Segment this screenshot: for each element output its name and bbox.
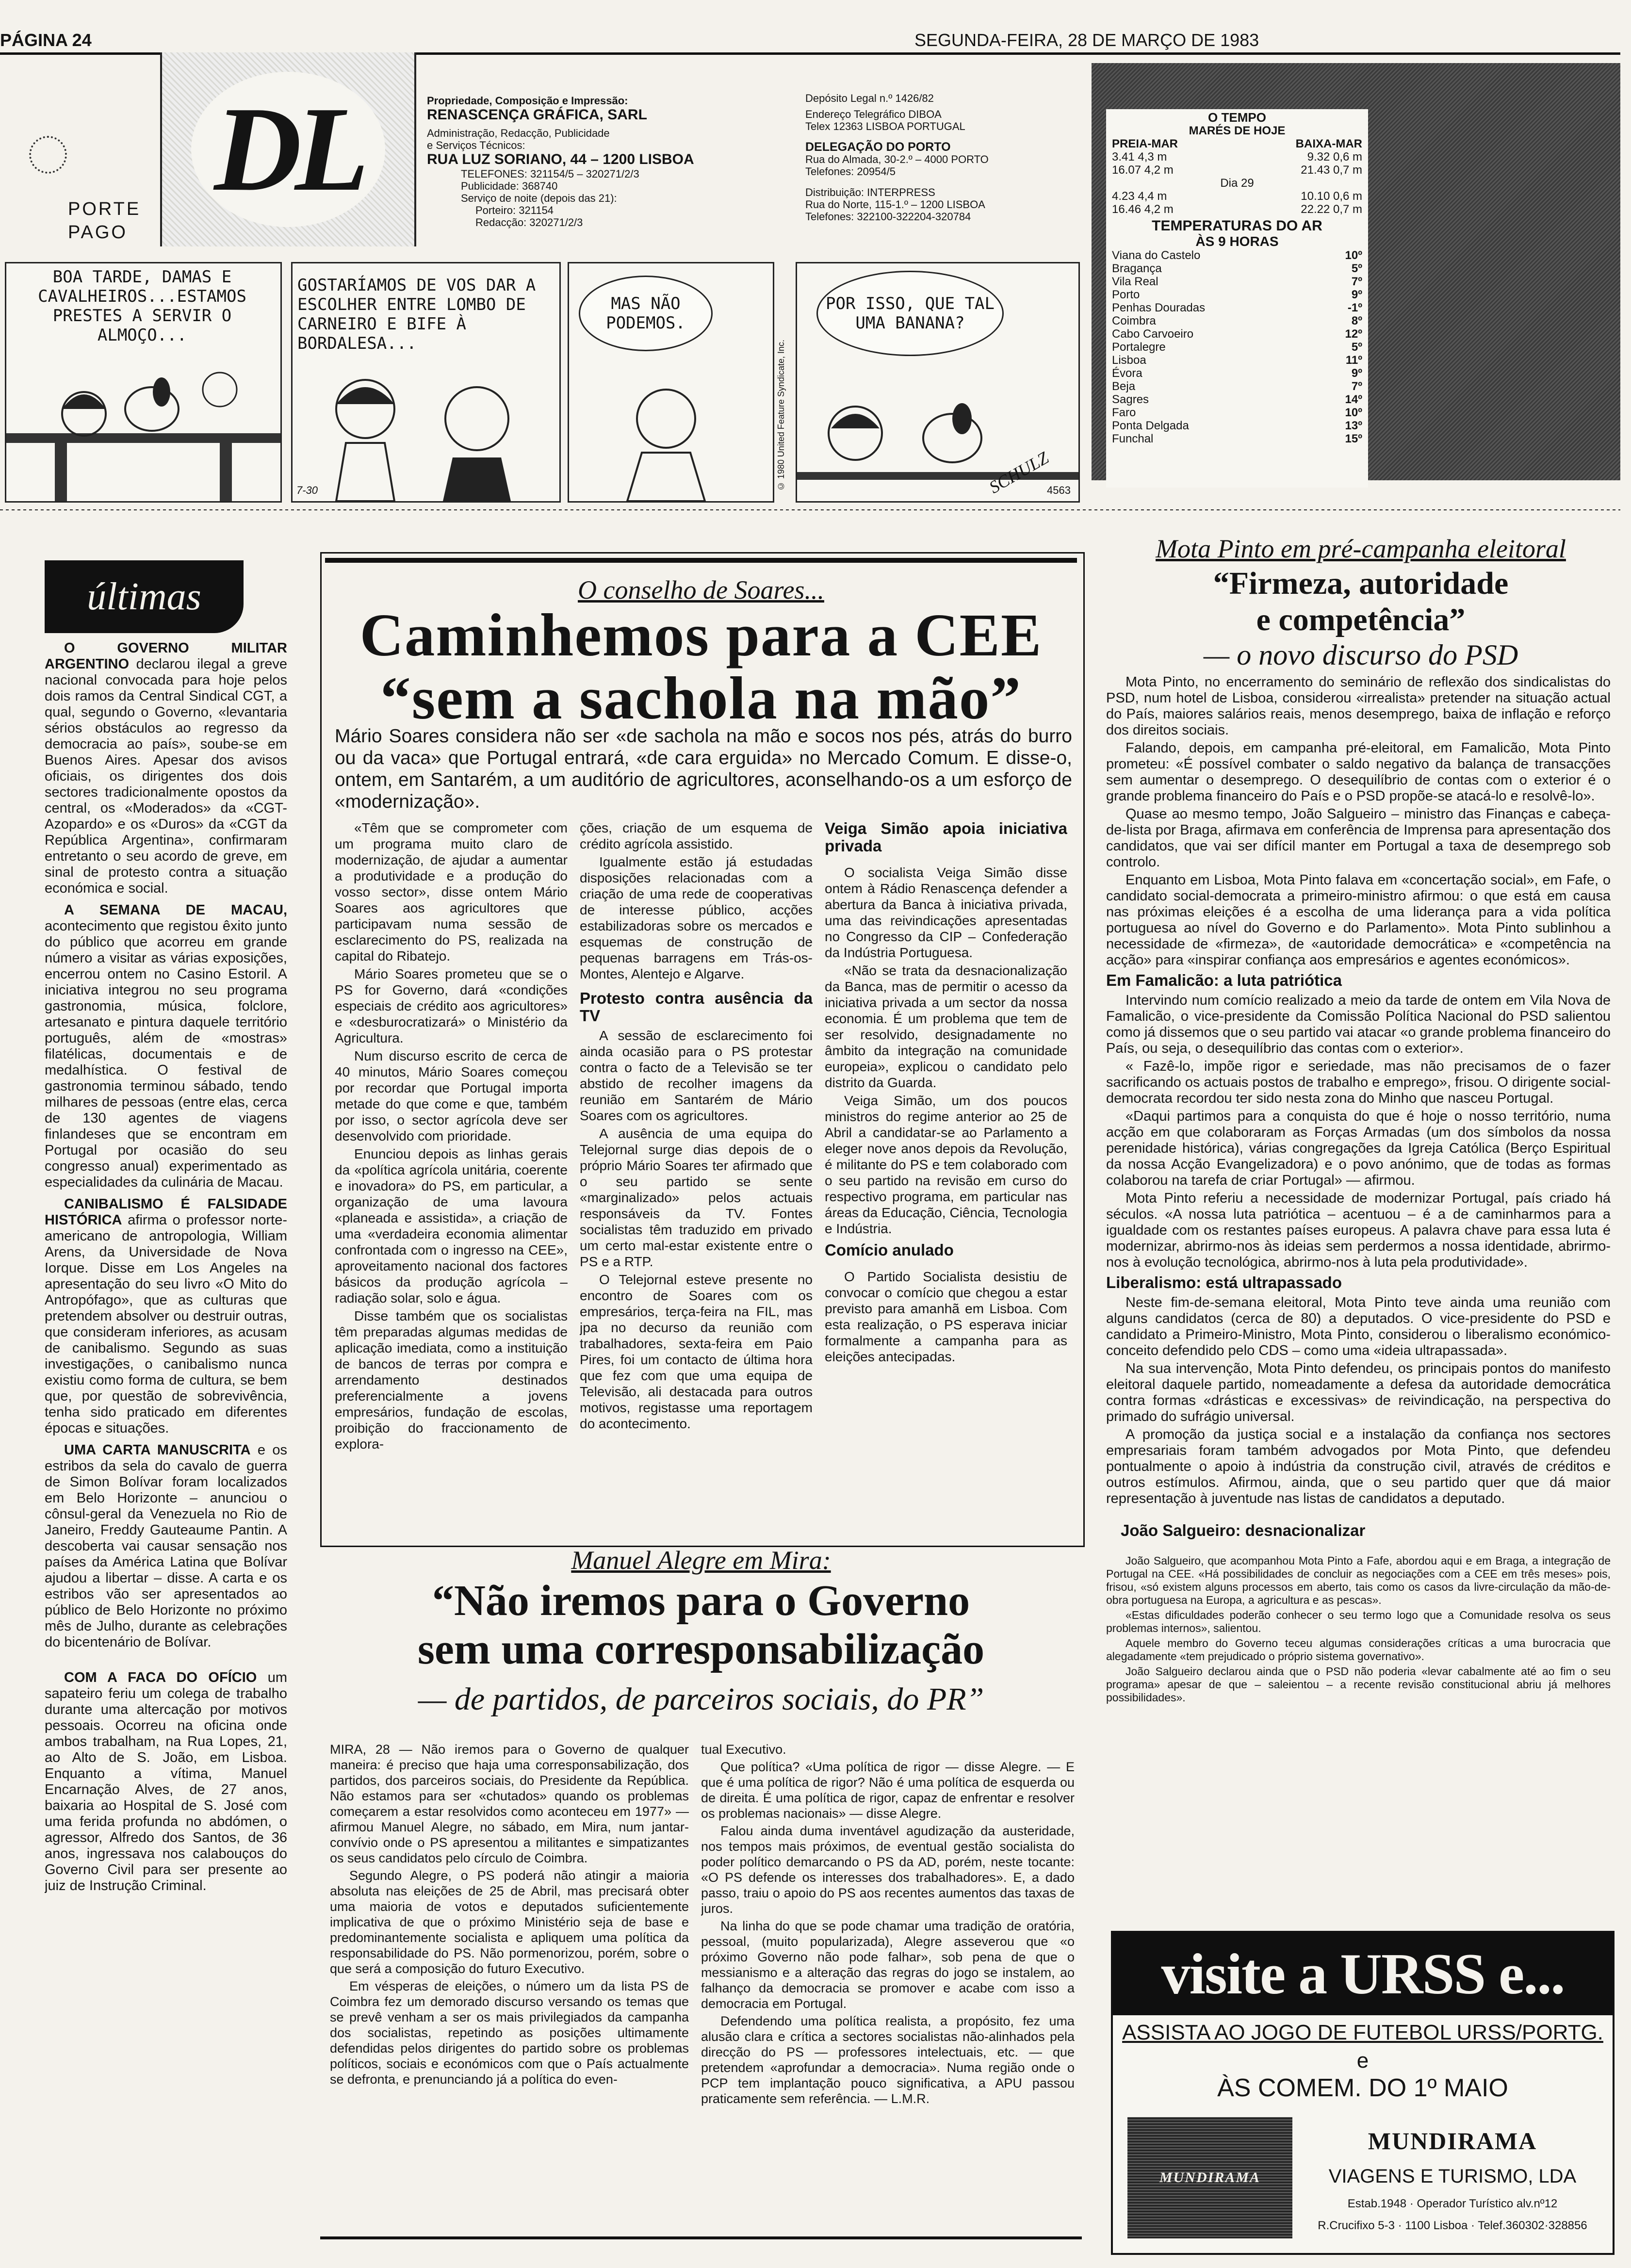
psd-p10: Na sua intervenção, Mota Pinto defendeu, os principais pontos do manifesto eleitoral daquele partido, nomeadamente a defesa da autoridade democrática contra formas «drásticas e excessivas» de reivindicação, na perspectiva do primado do sufrágio universal. — [1106, 1361, 1611, 1424]
psd-heading-2: Liberalismo: está ultrapassado — [1106, 1273, 1342, 1291]
mira-title-line1: “Não iremos para o Governo — [432, 1577, 970, 1625]
ultimas-item3-text: afirma o professor norte-americano de antropologia, William Arens, da Universidade de Nova Iorque. Disse em Los Angeles na apresentação do seu livro «O Mito do Antropófago», que as culturas que pretendem absolver ou destruir outras, que consideram inferiores, as acusam de canibalismo. Segundo as suas investigações, o canibalismo nunca existiu como forma de cultura, se bem que, por questão de sobrevivência, tenha sido praticado em diferentes épocas e situações. — [45, 1212, 287, 1436]
ultimas-item1-head: O GOVERNO MILITAR ARGENTINO — [45, 640, 287, 672]
cee-c3-heading1: Veiga Simão apoia iniciativa privada — [825, 820, 1067, 855]
tide-row4-low: 22.22 0,7 m — [1301, 203, 1362, 216]
tide-row3-low: 10.10 0,6 m — [1301, 190, 1362, 203]
cee-c3p4: O Partido Socialista desistiu de convocar o comício que chegou a estar previsto para amanhã em Lisboa. Com esta realização, o PS esperava iniciar formalmente a campanha para as eleições antecipadas. — [825, 1269, 1067, 1364]
psd-p15: João Salgueiro declarou ainda que o PSD não poderia «levar cabalmente até ao fim o seu programa» apesar de que – saleientou – a recente revisão constitucional abriu já melhores possibilidades». — [1106, 1665, 1611, 1704]
psd-p14: Aquele membro do Governo teceu algumas considerações críticas a uma burocracia que alegadamente «tem prejudicado o próprio sistema governativo». — [1106, 1637, 1611, 1663]
ad-title: visite a URSS e... — [1113, 1933, 1613, 2015]
psd-body — [1106, 674, 1611, 1727]
psd-kicker: Mota Pinto em pré-campanha eleitoral — [1156, 534, 1566, 563]
psd-p2: Falando, depois, em campanha pré-eleitoral, em Famalicão, Mota Pinto prometeu: «É possível combater o saldo negativo da balança de transacções sem aumentar o desemprego. O desequilíbrio de contas com o exterior é o grande problema financeiro do País e o PSD propõe-se atacá-lo e resolvê-lo». — [1106, 740, 1611, 804]
weather-title: O TEMPO — [1208, 110, 1266, 125]
cee-c1p2: Mário Soares prometeu que se o PS for Governo, dará «condições especiais de crédito aos agricultores» e «desburocratizará» o Ministério da Agricultura. — [335, 966, 568, 1045]
mira-column-1 — [330, 1742, 689, 2232]
cee-c2p2: Igualmente estão já estudadas disposições relacionadas com a criação de uma rede de cooperativas de interesse público, acções estabilizadoras sobre os mercados e esquemas de construção de pequenas barragens em Trás-os-Montes, Alentejo e Algarve. — [580, 854, 813, 981]
cee-c2p1: ções, criação de um esquema de crédito agrícola assistido. — [580, 820, 813, 851]
mira-kicker: Manuel Alegre em Mira: — [571, 1546, 831, 1575]
urss-ad — [1111, 1931, 1615, 2255]
city-row — [1112, 432, 1362, 445]
city-name: Vila Real — [1112, 275, 1158, 288]
city-row — [1112, 406, 1362, 419]
city-name: Portalegre — [1112, 341, 1166, 354]
comic-signature: SCHULZ — [985, 448, 1052, 497]
masthead-left — [427, 95, 747, 228]
city-name: Évora — [1112, 367, 1142, 380]
city-name: Lisboa — [1112, 354, 1146, 367]
city-name: Coimbra — [1112, 314, 1156, 327]
mundirama-logo-icon — [1127, 2117, 1292, 2238]
tide-row2-high: 16.07 4,2 m — [1112, 163, 1174, 177]
tide-row1-low: 9.32 0,6 m — [1307, 150, 1362, 163]
comic-text-2: GOSTARÍAMOS DE VOS DAR A ESCOLHER ENTRE LOMBO DE CARNEIRO E BIFE À BORDALESA... — [297, 276, 536, 353]
cee-c3p1: O socialista Veiga Simão disse ontem à Rádio Renascença defender a abertura da Banca à iniciativa privada, uma das reivindicações apresentadas no Congresso da CIP – Confederação da Indústria Portuguesa. — [825, 865, 1067, 960]
cee-c2p4: A ausência de uma equipa do Telejornal surge dias depois de o próprio Mário Soares ter afirmado que o seu partido se sente «marginalizado» pelos actuais responsáveis da TV. Fontes socialistas têm traduzido em privado um certo mal-estar existente entre o PS e a RTP. — [580, 1126, 813, 1269]
cee-c3p2: «Não se trata da desnacionalização da Banca, mas de permitir o acesso da iniciativa privada a um sector da nossa economia. É um problema que tem de ser resolvido, designadamente no âmbito da integração na comunidade europeia», explicou o candidato pelo distrito da Guarda. — [825, 963, 1067, 1090]
redaccao-text: Redacção: 320271/2/3 — [475, 216, 583, 228]
pub-text: Publicidade: 368740 — [461, 180, 558, 192]
weather-photo-area — [1378, 78, 1606, 475]
mira-column-2 — [701, 1742, 1075, 2232]
city-name: Porto — [1112, 288, 1140, 301]
services-text: e Serviços Técnicos: — [427, 139, 525, 151]
porto-phones: Telefones: 20954/5 — [805, 165, 896, 178]
mira-c2p3: Na linha do que se pode chamar uma tradição de oratória, pessoal, (muito popularizada), Alegre asseverou que «o próximo Governo não pode falhar», sob pena de que o messianismo e a alteração das regras do jogo se instalem, ao falhanço da democracia se promover e acabe com isso a democracia em Portugal. — [701, 1919, 1075, 2011]
admin-text: Administração, Redacção, Publicidade — [427, 127, 610, 139]
ultimas-item2-text: acontecimento que registou êxito junto do público que acorreu em grande número a visitar as várias exposições, encerrou ontem no Casino Estoril. A iniciativa integrou no seu programa gastronomia, música, folclore, artesanato e pintura daquele território português, além de «mostras» filatélicas, documentais e de medalhística. O festival de gastronomia terminou sábado, tendo milhares de pessoas (entre elas, cerca de 130 agentes de viagens finlandeses que se encontram em Portugal por ocasião do seu congresso anual) experimentado as especialidades da culinária de Macau. — [45, 918, 287, 1190]
ad-address: R.Crucifixo 5-3 · 1100 Lisboa · Telef.360302·328856 — [1318, 2219, 1587, 2232]
city-temp: 15º — [1345, 432, 1362, 445]
city-row — [1112, 393, 1362, 406]
address-text: RUA LUZ SORIANO, 44 – 1200 LISBOA — [427, 151, 694, 167]
ultimas-item5-head: COM A FACA DO OFÍCIO — [64, 1670, 257, 1685]
prop-name: RENASCENÇA GRÁFICA, SARL — [427, 107, 647, 123]
tide-row4-high: 16.46 4,2 m — [1112, 203, 1174, 216]
comic-bubble-4: POR ISSO, QUE TAL UMA BANANA? — [816, 271, 1004, 356]
mira-c2p0: tual Executivo. — [701, 1742, 786, 1757]
city-row — [1112, 314, 1362, 327]
city-temp: -1º — [1347, 301, 1362, 314]
city-temp: 5º — [1351, 341, 1362, 354]
city-row — [1112, 262, 1362, 275]
city-temp: 14º — [1345, 393, 1362, 406]
cee-c3-heading2: Comício anulado — [825, 1241, 954, 1259]
cee-top-rule — [325, 558, 1077, 563]
psd-p8: Mota Pinto referiu a necessidade de modernizar Portugal, país criado há séculos. «A nossa luta patriótica – acentuou – é a de caminharmos para a igualdade com os restantes países europeus. A palavra chave para essa luta é modernizar, abrirmo-nos às ideias sem perdermos a nossa identidade, abrirmo-nos à evolução tecnológica, abrirmo-nos à luta pela produtividade». — [1106, 1191, 1611, 1270]
comic-code-2: 4563 — [1047, 484, 1071, 496]
comic-characters-2 — [293, 375, 559, 501]
city-name: Penhas Douradas — [1112, 301, 1206, 314]
city-row — [1112, 249, 1362, 262]
temps-title: TEMPERATURAS DO AR — [1152, 218, 1322, 234]
page-date: SEGUNDA-FEIRA, 28 DE MARÇO DE 1983 — [914, 30, 1259, 50]
psd-p13: «Estas dificuldades poderão conhecer o seu termo logo que a Comunidade resolva os seus problemas internos», salientou. — [1106, 1609, 1611, 1634]
logo-frame — [160, 52, 416, 246]
comic-characters-1 — [6, 360, 280, 501]
city-row — [1112, 354, 1362, 367]
psd-heading-1: Em Famalicão: a luta patriótica — [1106, 971, 1342, 989]
psd-small-text — [1106, 1554, 1611, 1704]
postage-seal-icon — [29, 136, 67, 174]
city-row — [1112, 419, 1362, 432]
city-name: Faro — [1112, 406, 1136, 419]
city-temp: 7º — [1351, 380, 1362, 393]
psd-title-line2: e competência” — [1256, 602, 1466, 637]
psd-p9: Neste fim-de-semana eleitoral, Mota Pinto teve ainda uma reunião com alguns candidatos (cerca de 80) a deputados. O vice-presidente do PSD e candidato a Primeiro-Ministro, Mota Pinto, considerou o liberalismo económico-conceito defendido pelo CDS – como uma «ideia ultrapassada». — [1106, 1295, 1611, 1358]
city-name: Ponta Delgada — [1112, 419, 1189, 432]
cee-c3p3: Veiga Simão, um dos poucos ministros do regime anterior ao 25 de Abril a candidatar-se ao Parlamento a eleger nove anos depois da Revolução, é militante do PS e tem colaborado com o seu partido na revisão em curso do respectivo programa, em particular nas áreas da Educação, Ciência, Tecnologia e Indústria. — [825, 1093, 1067, 1236]
comic-panel-4 — [796, 262, 1080, 503]
city-temp: 13º — [1345, 419, 1362, 432]
psd-p1: Mota Pinto, no encerramento do seminário de reflexão dos sindicalistas do PSD, num hotel de Lisboa, considerou «irrealista» pretender na situação actual do País, maiores salários reais, menos desemprego, baixa de inflação e reforço dos direitos sociais. — [1106, 674, 1611, 738]
psd-p5: Intervindo num comício realizado a meio da tarde de ontem em Vila Nova de Famalicão, o vice-presidente da Comissão Política Nacional do PSD salientou como já dissemos que o seu partido vai atacar «o grande problema financeiro do País, ou seja, o desequilíbrio das contas com o exterior». — [1106, 993, 1611, 1056]
cee-kicker: O conselho de Soares... — [578, 575, 824, 604]
comic-text-1: BOA TARDE, DAMAS E CAVALHEIROS...ESTAMOS PRESTES A SERVIR O ALMOÇO... — [38, 267, 246, 345]
comic-characters-4 — [797, 375, 1078, 501]
comic-bubble-3: MAS NÃO PODEMOS. — [579, 276, 713, 351]
comic-copyright: © 1980 United Feature Syndicate, Inc. — [776, 340, 786, 491]
city-temp: 9º — [1351, 367, 1362, 380]
psd-p7: «Daqui partimos para a conquista do que é hoje o nosso território, numa acção em que colaboraram as Forças Armadas (um dos símbolos da nossa perenidade histórica), várias congregações da Igreja Católica (Berço Espiritual da nossa Acção Evangelizadora) e o povo anónimo, que de todas as formas colaborou na tarefa de criar Portugal» — afirmou. — [1106, 1109, 1611, 1188]
city-temp: 12º — [1345, 327, 1362, 341]
city-row — [1112, 301, 1362, 314]
city-temp: 10º — [1345, 249, 1362, 262]
cee-c1p4: Enunciou depois as linhas gerais da «política agrícola unitária, coerente e inovadora» do PS, em particular, a organização de uma lavoura «planeada e assistida», a criação de uma «verdadeira economia alimentar confrontada com o ingresso na CEE», aproveitamento nacional dos factores básicos da produção agrícola – radiação solar, solo e água. — [335, 1146, 568, 1305]
ad-established: Estab.1948 · Operador Turístico alv.nº12 — [1347, 2197, 1558, 2210]
mira-bottom-rule — [320, 2236, 1082, 2239]
tide-day: Dia 29 — [1220, 177, 1254, 190]
city-name: Bragança — [1112, 262, 1162, 275]
city-temp: 9º — [1351, 288, 1362, 301]
ultimas-banner — [45, 560, 244, 633]
dl-logo: DL — [214, 82, 362, 216]
city-temp: 10º — [1345, 406, 1362, 419]
ad-brand-sub: VIAGENS E TURISMO, LDA — [1328, 2166, 1577, 2187]
cee-title-line1: Caminhemos para a CEE — [359, 602, 1043, 669]
city-row — [1112, 275, 1362, 288]
city-row — [1112, 380, 1362, 393]
ad-line3: ÀS COMEM. DO 1º MAIO — [1217, 2074, 1508, 2102]
page-number: PÁGINA 24 — [0, 30, 92, 50]
pago-label: PAGO — [68, 222, 128, 243]
telex-text: Telex 12363 LISBOA PORTUGAL — [805, 120, 965, 132]
ultimas-item5-text: um sapateiro feriu um colega de trabalho durante uma altercação por motivos pessoais. Ocorreu na oficina onde ambos trabalham, na Rua Lopes, 21, ao Alto de S. João, em Lisboa. Enquanto a vítima, Manuel Encarnação Alves, de 27 anos, baixaria ao Hospital de S. José com uma ferida profunda no abdómen, o agressor, Alfredo dos Santos, de 36 anos, ingressava nos calabouços do Governo Civil para ser presente ao juiz de Instrução Criminal. — [45, 1670, 287, 1893]
ultimas-item3-head: CANIBALISMO É FALSIDADE HISTÓRICA — [45, 1196, 287, 1228]
ultimas-column — [45, 640, 287, 2241]
city-row — [1112, 288, 1362, 301]
ad-brand: MUNDIRAMA — [1368, 2127, 1537, 2154]
cee-c1p3: Num discurso escrito de cerca de 40 minutos, Mário Soares começou por recordar que Portugal importa metade do que come e que, também por isso, o sector agrícola deve ser desenvolvido com prioridade. — [335, 1048, 568, 1143]
city-row — [1112, 341, 1362, 354]
mira-subtitle: — de partidos, de parceiros sociais, do PR” — [418, 1681, 984, 1717]
cee-c1p1: «Têm que se comprometer com um programa muito claro de modernização, de ajudar a aumentar a produtividade e a produção do vosso sector», disse ontem Mário Soares aos agricultores que participavam numa sessão de esclarecimento do PS, realizada na capital do Ribatejo. — [335, 820, 568, 963]
endereco-text: Endereço Telegráfico DIBOA — [805, 108, 942, 120]
psd-heading-3: João Salgueiro: desnacionalizar — [1121, 1521, 1366, 1539]
section-dotted-rule — [0, 509, 1620, 510]
city-name: Beja — [1112, 380, 1136, 393]
city-name: Cabo Carvoeiro — [1112, 327, 1194, 341]
city-name: Funchal — [1112, 432, 1154, 445]
porteiro-text: Porteiro: 321154 — [475, 204, 554, 216]
city-temp: 5º — [1351, 262, 1362, 275]
porto-label: DELEGAÇÃO DO PORTO — [805, 140, 951, 154]
comic-panel-3 — [568, 262, 774, 503]
psd-p6: « Fazê-lo, impõe rigor e seriedade, mas não precisamos de o fazer sacrificando os actuais postos de trabalho e emprego», frisou. O dirigente social-democrata recordou ter sido nesta zona do Minho que nasceu Portugal. — [1106, 1059, 1611, 1106]
city-name: Sagres — [1112, 393, 1149, 406]
ad-line2: e — [1356, 2049, 1369, 2072]
comic-characters-3 — [569, 375, 773, 501]
city-temp: 7º — [1351, 275, 1362, 288]
prop-label: Propriedade, Composição e Impressão: — [427, 95, 628, 107]
psd-p12: João Salgueiro, que acompanhou Mota Pinto a Fafe, abordou aqui e em Braga, a integração de Portugal na CEE. «Há possibilidades de concluir as negociações com a CEE em três meses» pois, frisou, «só existem alguns processos em aberto, tais como os casos da livre-circulação da mão-de-obra portuguesa na Europa, a agricultura e as pescas». — [1106, 1554, 1611, 1606]
mundirama-logo-text: MUNDIRAMA — [1159, 2170, 1261, 2186]
dist-text: Distribuição: INTERPRESS — [805, 186, 935, 198]
mira-title-line2: sem uma corresponsabilização — [417, 1625, 985, 1673]
tides-title: MARÉS DE HOJE — [1189, 124, 1286, 137]
ultimas-item1-text: declarou ilegal a greve nacional convocada para hoje pelos dois ramos da Central Sindical CGT, a qual, segundo o Governo, «levantaria sérios obstáculos ao regresso da democracia ao país», soube-se em Buenos Aires. Apesar dos avisos oficiais, os dirigentes dos dois sectores tradicionalmente opostos da central, os «Moderados» da «CGT-Azopardo» e os «Duros» da «CGT da República Argentina», confirmaram entretanto o seu acordo de greve, em sinal de protesto contra a situação económica e social. — [45, 656, 287, 896]
city-row — [1112, 367, 1362, 380]
night-text: Serviço de noite (depois das 21): — [461, 192, 617, 204]
mira-c2p4: Defendendo uma política realista, a propósito, fez uma alusão clara e crítica a sectores socialistas não-alinhados pela direcção do PS — professores intelectuais, etc. — que pretendem «aprofundar a democracia». Numa região onde o PCP tem implantação pouco significativa, a APU passou praticamente sem referência. — L.M.R. — [701, 2014, 1075, 2106]
ultimas-label: últimas — [87, 575, 201, 618]
comic-panel-1 — [5, 262, 282, 503]
cee-c2p3: A sessão de esclarecimento foi ainda ocasião para o PS protestar contra o facto de a Televisão se ter abstido de recolher imagens da reunião em Santarém de Mário Soares com os agricultores. — [580, 1028, 813, 1123]
cee-column-2 — [580, 820, 813, 1543]
cee-title-line2: “sem a sachola na mão” — [380, 665, 1022, 732]
ultimas-item4-head: UMA CARTA MANUSCRITA — [64, 1442, 251, 1458]
psd-p3: Quase ao mesmo tempo, João Salgueiro – ministro das Finanças e cabeça-de-lista por Braga, afirmava em conferência de Imprensa para apresentação dos candidatos, que vai ser difícil manter em Portugal a taxa de desemprego sob controlo. — [1106, 806, 1611, 870]
city-row — [1112, 327, 1362, 341]
tide-hdr-high: PREIA-MAR — [1112, 137, 1178, 150]
mira-c1p1: MIRA, 28 — Não iremos para o Governo de qualquer maneira: é preciso que haja uma corresponsabilização, dos partidos, dos parceiros sociais, do Presidente da República. Não estamos para ser «chutados» quando os problemas começarem a estar resolvidos como aconteceu em 1977» — afirmou Manuel Alegre, no sábado, em Mira, num jantar-convívio onde o PS apresentou a militantes e simpatizantes os seus candidatos pelo círculo de Coimbra. — [330, 1742, 689, 1865]
temps-subtitle: ÀS 9 HORAS — [1195, 234, 1279, 249]
dist-phones: Telefones: 322100-322204-320784 — [805, 211, 971, 223]
cee-c2p5: O Telejornal esteve presente no encontro de Soares com os empresários, terça-feira na FIL, mas jpa no decurso da reunião com trabalhadores, sexta-feira em Paio Pires, foi um contacto de última hora que fez com que uma equipa de Televisão, ali destacada para outros motivos, registasse uma reportagem do acontecimento. — [580, 1272, 813, 1431]
tide-row1-high: 3.41 4,3 m — [1112, 150, 1167, 163]
mira-c1p2: Segundo Alegre, o PS poderá não atingir a maioria absoluta nas eleições de 25 de Abril, mas precisará obter uma maioria de votos e deputados suficientemente implicativa de que o próximo Ministério seja de base e predominantemente socialista e apliquem uma política da responsabilidade do PS. Não pormenorizou, porém, sobre o que será a composição do futuro Executivo. — [330, 1868, 689, 1976]
city-temp: 8º — [1351, 314, 1362, 327]
psd-title-line1: “Firmeza, autoridade — [1213, 566, 1509, 601]
phones-text: TELEFONES: 321154/5 – 320271/2/3 — [461, 168, 639, 180]
comic-code-1: 7-30 — [296, 484, 318, 496]
mira-c1p3: Em vésperas de eleições, o número um da lista PS de Coimbra fez um demorado discurso versando os temas que se prevê venham a ser os mais privilegiados da campanha dos socialistas, repetindo as posições ultimamente defendidas pelos dirigentes do partido sobre os problemas políticos, sociais e económicos com que o País actualmente se defronta, e prenunciando já a política do even- — [330, 1979, 689, 2087]
tide-row2-low: 21.43 0,7 m — [1301, 163, 1362, 177]
tide-hdr-low: BAIXA-MAR — [1295, 137, 1362, 150]
mira-c2p2: Falou ainda duma inventável agudização da austeridade, nos tempos mais próximos, de eventual gestão socialista do poder político demarcando o PS da AD, porém, neste tocante: «O PS defende os interesses dos trabalhadores». E, a dado passo, traiu o apoio do PS aos recentes aumentos das taxas de juros. — [701, 1824, 1075, 1916]
deposito-text: Depósito Legal n.º 1426/82 — [805, 92, 934, 104]
cee-column-1 — [335, 820, 568, 1543]
porto-address: Rua do Almada, 30-2.º – 4000 PORTO — [805, 153, 989, 165]
psd-p11: A promoção da justiça social e a instalação da confiança nos sectores empresariais foram também advogados por Mota Pinto, que defendeu pontualmente o apoio à indústria da construção civil, através de créditos e outros estímulos. Afirmou, ainda, que o seu partido quer que dá maior representação à juventude nas listas de candidatos a deputado. — [1106, 1427, 1611, 1506]
cee-c2-heading: Protesto contra ausência da TV — [580, 989, 813, 1025]
ultimas-item4-text: e os estribos da sela do cavalo de guerra de Simon Bolívar foram localizados em Belo Horizonte – anunciou o cônsul-geral da Venezuela no Rio de Janeiro, Freddy Gauteaume Pantin. A descoberta vai causar sensação nos países da América Latina que Bolívar ajudou a libertar – disse. A carta e os estribos vão ser apresentados ao público de Belo Horizonte no próximo mês de Julho, durante as celebrações do bicentenário de Bolívar. — [45, 1442, 287, 1650]
masthead-right — [805, 92, 1077, 223]
ultimas-item2-head: A SEMANA DE MACAU, — [64, 902, 287, 918]
cee-c1p5: Disse também que os socialistas têm preparadas algumas medidas de aplicação imediata, como a instituição de bancos de terras por compra e arrendamento destinados preferencialmente a jovens empresários, fundação de escolas, proibição do fraccionamento de explora- — [335, 1308, 568, 1452]
cee-column-3 — [825, 820, 1067, 1543]
porte-label: PORTE — [68, 199, 141, 219]
city-temp: 11º — [1345, 354, 1362, 367]
psd-p4: Enquanto em Lisboa, Mota Pinto falava em «concertação social», em Fafe, o candidato social-democrata a primeiro-ministro afirmou: o que está em causa nas próximas eleições é a escolha de uma liderança para a vida política portuguesa ao nível do Governo e do Parlamento». Mota Pinto sublinhou a necessidade de «firmeza», de «autoridade democrática» e «competência na acção» para «inspirar confiança aos empresários e agentes económicos». — [1106, 872, 1611, 968]
cee-lead: Mário Soares considera não ser «de sachola na mão e socos nos pés, atrás do burro ou da vaca» que Portugal entrará, «de cara erguida» no Mercado Comum. E disse-o, ontem, em Santarém, a um auditório de agricultores, aconselhando-os a um esforço de «modernização». — [335, 726, 1072, 812]
mira-c2p1: Que política? «Uma política de rigor — disse Alegre. — E que é uma política de rigor? Não é uma política de esquerda ou de direita. É uma política de rigor, capaz de enfrentar e resolver os problemas nacionais» — disse Alegre. — [701, 1760, 1075, 1821]
tide-row3-high: 4.23 4,4 m — [1112, 190, 1167, 203]
psd-subtitle: — o novo discurso do PSD — [1203, 639, 1518, 671]
city-temperature-list — [1112, 249, 1362, 445]
weather-box — [1106, 109, 1368, 488]
comic-panel-2 — [291, 262, 561, 503]
dist-address: Rua do Norte, 115-1.º – 1200 LISBOA — [805, 198, 985, 211]
city-name: Viana do Castelo — [1112, 249, 1201, 262]
ad-line1: ASSISTA AO JOGO DE FUTEBOL URSS/PORTG. — [1122, 2021, 1603, 2044]
